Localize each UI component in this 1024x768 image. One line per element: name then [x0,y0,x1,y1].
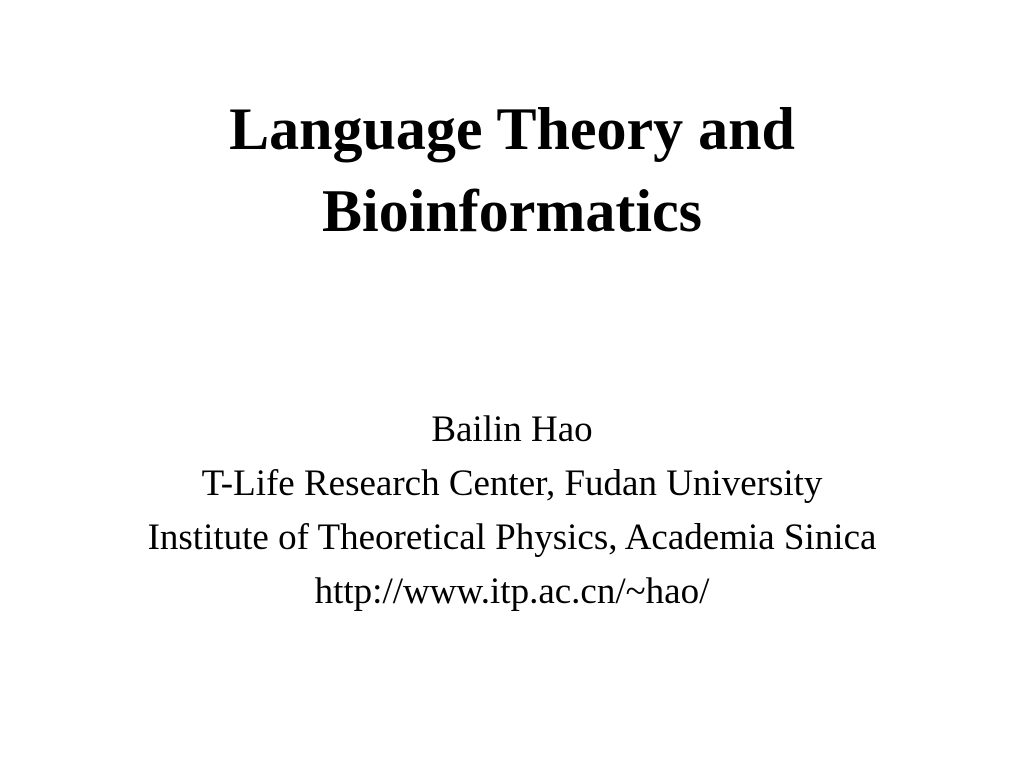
title-line-2: Bioinformatics [322,178,702,244]
author-block [0,403,1024,619]
title-line-1: Language Theory and [229,96,795,162]
author-name: Bailin Hao [431,409,593,450]
affiliation-1: T-Life Research Center, Fudan University [201,463,823,504]
affiliation-2: Institute of Theoretical Physics, Academia Sinica [147,517,877,558]
slide-title [0,88,1024,252]
author-url: http://www.itp.ac.cn/~hao/ [314,571,710,612]
